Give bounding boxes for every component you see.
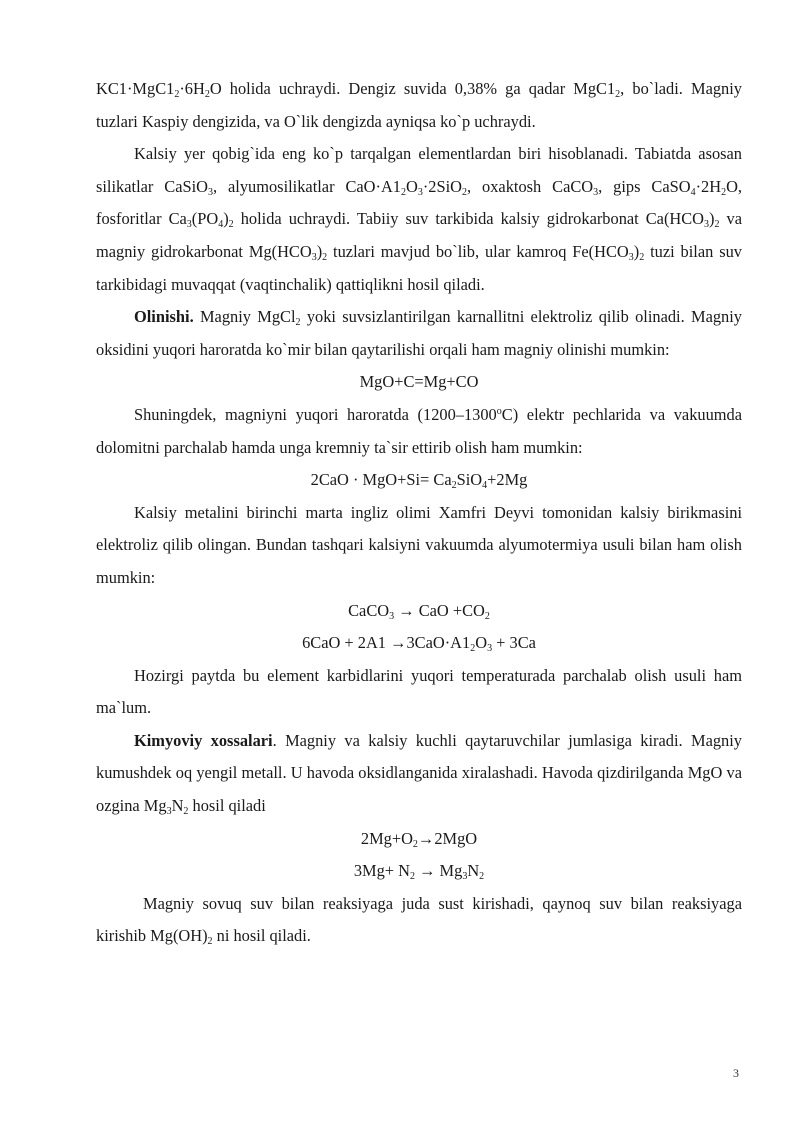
- paragraph-magnesium-salts: $KC1\cdot MgC1_2\cdot 6H_2O$ holida uchraydi. Dengiz suvida 0,38% ga qadar $MgC1_2$, bo`ladi. Magniy tuzlari Kaspiy dengizida, va O`lik dengizda ayniqsa ko`p uchraydi.: [96, 79, 742, 131]
- formula-silicothermy: $2CaO \cdot MgO+Si= Ca_2SiO_4+2Mg$: [310, 470, 528, 492]
- paragraph-chemical-properties: Kimyoviy xossalari. Magniy va kalsiy kuchli qaytaruvchilar jumlasiga kiradi. Magniy kumushdek oq yengil metall. U havoda oksidlanganida xiralashadi. Havoda qizdirilganda MgO va ozgina $Mg_3N_2$ hosil qiladi: [96, 730, 742, 818]
- paragraph-calcium-obtaining: Kalsiy metalini birinchi marta ingliz olimi Xamfri Deyvi tomonidan kalsiy birikmasini elektroliz qilib olingan. Bundan tashqari kalsiyni vakuumda alyumotermiya usuli bilan ham olish mumkin:: [96, 502, 742, 587]
- paragraph-dolomite: Shuningdek, magniyni yuqori haroratda (1200–1300$^o$C) elektr pechlarida va vakuumda dolomitni parchalab hamda unga kremniy ta`sir ettirib olish ham mumkin:: [96, 404, 743, 457]
- formula-caco3-decomposition: CaCO$_3$ → CaO $+CO_2$: [348, 600, 490, 622]
- page-number: 3: [733, 1066, 739, 1080]
- paragraph-obtaining: Olinishi. Magniy MgCl$_2$ yoki suvsizlantirilgan karnallitni elektroliz qilib olinadi. Magniy oksidini yuqori haroratda ko`mir bilan qaytarilishi orqali ham magniy olinishi mumkin:: [96, 307, 742, 359]
- document-page: [96, 73, 742, 953]
- paragraph-mg-water: Magniy sovuq suv bilan reaksiyaga juda sust kirishadi, qaynoq suv bilan reaksiyaga kirishib $Mg(OH)_2$ ni hosil qiladi.: [96, 893, 742, 948]
- formula-mg-nitride: $3Mg+ N_2 \to Mg_3N_2$: [353, 861, 485, 883]
- paragraph-calcium-occurrence: Kalsiy yer qobig`ida eng ko`p tarqalgan elementlardan biri hisoblanadi. Tabiatda asosan silikatlar CaSiO$_3$, alyumosilikatlar $CaO\cdot A1_2O_3\cdot 2SiO_2$, oxaktosh CaCO$_3$, gips $CaSO_4\cdot 2H_2O$, fosforitlar $Ca_3(PO_4)_2$ holida uchraydi. Tabiiy suv tarkibida kalsiy gidrokarbonat $Ca(HCO_3)_2$ va magniy gidrokarbonat $Mg(HCO_3)_2$ tuzlari mavjud bo`lib, ular kamroq $Fe(HCO_3)_2$ tuzi bilan suv tarkibidagi muvaqqat (vaqtinchalik) qattiqlikni hosil qiladi.: [96, 144, 742, 294]
- formula-mgo-reduction: MgO+C=Mg+CO: [359, 372, 479, 392]
- formula-mg-oxidation: $2Mg+O_2\to 2MgO$: [360, 828, 478, 850]
- paragraph-carbides: Hozirgi paytda bu element karbidlarini yuqori temperaturada parchalab olish usuli ham ma`lum.: [96, 665, 742, 718]
- formula-aluminothermy: $6CaO + 2A1 \to 3CaO\cdot A1_2O_3 + 3Ca$: [302, 633, 536, 655]
